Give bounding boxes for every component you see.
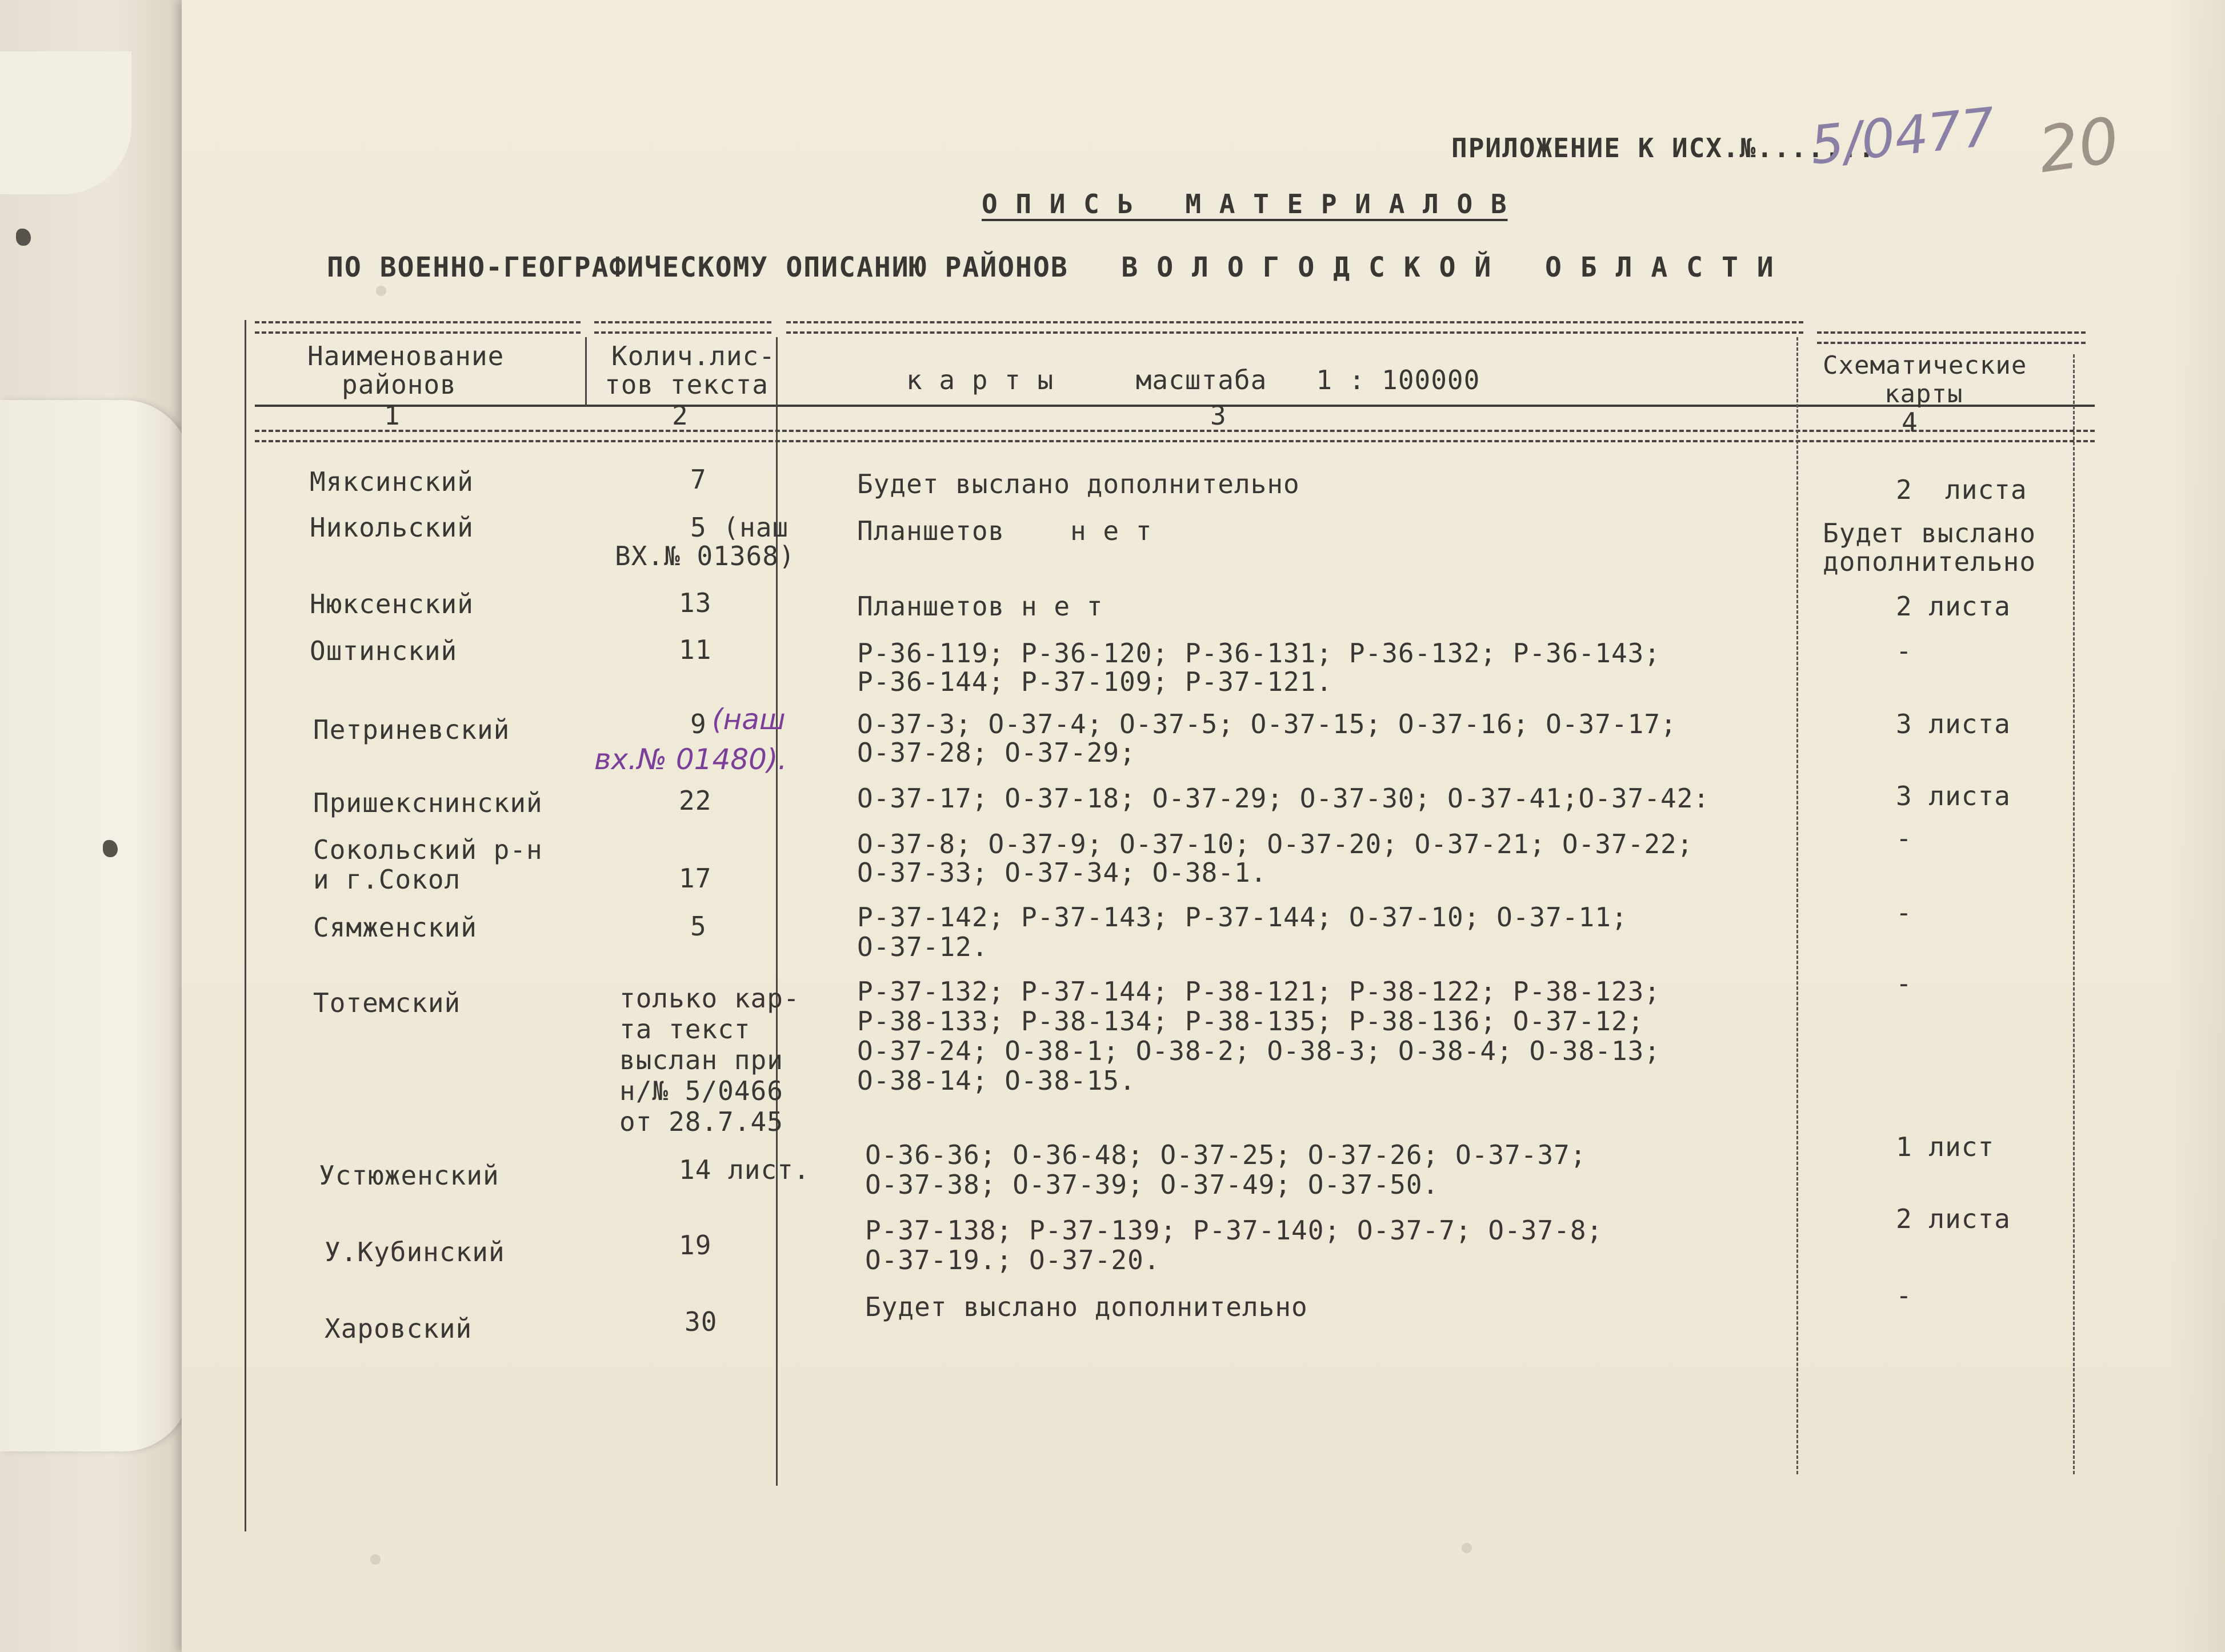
schematic-maps: - [1896,635,1912,666]
district-name: Петриневский [313,714,510,745]
text-sheets: 22 [679,785,712,816]
text-sheets: 30 [685,1306,718,1337]
column-divider [585,337,587,406]
page-shadow [2170,0,2225,1652]
district-name: У.Кубинский [325,1237,505,1267]
schematic-maps: 3 листа [1896,709,2011,739]
text-sheets: 5 (наш [690,512,789,543]
col2-header-line1: Колич.лис- [611,341,775,371]
map-sheets: Будет выслано дополнительно [865,1291,1308,1322]
district-name: Пришекснинский [313,787,543,818]
map-sheets: О-37-12. [857,931,989,962]
column-number-2: 2 [672,400,689,431]
district-name: Тотемский [313,987,461,1018]
text-sheets: та текст [619,1014,751,1045]
col4-header-line2: карты [1884,379,1963,409]
underlying-sheet-top [0,51,131,194]
map-sheets: О-38-14; О-38-15. [857,1065,1136,1096]
column-divider [776,337,778,1486]
map-sheets: Планшетов н е т [857,515,1152,546]
text-sheets: 19 [679,1230,712,1261]
column-number-4: 4 [1902,407,1918,438]
map-sheets: Р-36-144; Р-37-109; Р-37-121. [857,666,1333,697]
schematic-maps: - [1896,1280,1912,1311]
document-title: О П И С Ь М А Т Е Р И А Л О В [982,189,1508,219]
header-rule [1817,331,2086,344]
column-divider [2073,354,2075,1474]
column-divider [1796,337,1798,1474]
schematic-maps: - [1896,823,1912,854]
map-sheets: Р-37-142; Р-37-143; Р-37-144; О-37-10; О-37-11; [857,902,1628,933]
schematic-maps: Будет выслано [1823,518,2036,549]
text-sheets: н/№ 5/0466 [619,1075,783,1106]
map-sheets: О-37-17; О-37-18; О-37-29; О-37-30; О-37-41;О-37-42: [857,783,1710,814]
map-sheets: Р-38-133; Р-38-134; Р-38-135; Р-38-136; О-37-12; [857,1006,1644,1037]
column-number-3: 3 [1210,400,1227,431]
paper-speck [376,286,386,296]
document-page [182,0,2225,1652]
paper-speck [1462,1543,1472,1553]
map-sheets: О-36-36; О-36-48; О-37-25; О-37-26; О-37-37; [865,1139,1587,1170]
district-name: Устюженский [319,1160,499,1191]
column-number-rule [255,430,2095,442]
map-sheets: О-37-8; О-37-9; О-37-10; О-37-20; О-37-21; О-37-22; [857,829,1694,859]
col1-header-line1: Наименование [307,341,505,371]
district-name: и г.Сокол [313,864,461,895]
district-name: Никольский [310,512,474,543]
header-rule [786,321,1803,334]
col3-header: к а р т ы масштаба 1 : 100000 [906,365,1480,395]
map-sheets: Р-37-132; Р-37-144; Р-38-121; Р-38-122; Р-38-123; [857,976,1661,1007]
document-subtitle: ПО ВОЕННО-ГЕОГРАФИЧЕСКОМУ ОПИСАНИЮ РАЙОНОВ В О Л О Г О Д С К О Й О Б Л А С Т И [327,251,1775,283]
schematic-maps: 2 листа [1896,1203,2011,1234]
text-sheets: 7 [690,464,707,495]
col4-header-line1: Схематические [1823,351,2027,380]
map-sheets: О-37-28; О-37-29; [857,737,1136,768]
text-sheets: от 28.7.45 [619,1106,783,1137]
schematic-maps: 2 листа [1896,591,2011,622]
col2-header-line2: тов текста [605,369,769,400]
text-sheets: 13 [679,587,712,618]
table-left-border [245,320,246,1531]
map-sheets: О-37-38; О-37-39; О-37-49; О-37-50. [865,1169,1439,1200]
schematic-maps: 2 листа [1896,474,2027,505]
map-sheets: О-37-3; О-37-4; О-37-5; О-37-15; О-37-16; О-37-17; [857,709,1677,739]
map-sheets: О-37-19.; О-37-20. [865,1245,1160,1275]
header-divider [255,405,2095,407]
schematic-maps: 3 листа [1896,781,2011,811]
schematic-maps: - [1896,968,1912,999]
handwritten-incoming-ref: вх.№ 01480). [594,743,787,776]
district-name: Харовский [325,1313,473,1344]
binding-hole [103,840,118,857]
handwritten-incoming-ref: (наш [712,703,786,736]
text-sheets: 17 [679,863,712,894]
text-sheets: ВХ.№ 01368) [615,541,795,571]
text-sheets: только кар- [619,983,800,1014]
district-name: Нюксенский [310,589,474,619]
header-rule [255,321,581,334]
schematic-maps: дополнительно [1823,546,2036,577]
text-sheets: 11 [679,634,712,665]
page-number: 20 [2034,103,2124,187]
handwritten-outgoing-number: 5/0477 [1807,96,1998,177]
district-name: Мяксинский [310,466,474,497]
district-name: Сямженский [313,912,477,943]
header-rule [594,321,771,334]
paper-speck [370,1554,381,1565]
text-sheets: 9 [690,709,707,739]
appendix-line: ПРИЛОЖЕНИЕ К ИСХ.№....... [1451,133,1876,163]
text-sheets: выслан при [619,1045,783,1075]
underlying-sheet [0,400,191,1451]
map-sheets: О-37-24; О-38-1; О-38-2; О-38-3; О-38-4; О-38-13; [857,1035,1661,1066]
text-sheets: 5 [690,911,707,942]
map-sheets: Планшетов н е т [857,591,1103,622]
map-sheets: Будет выслано дополнительно [857,469,1300,499]
district-name: Оштинский [310,635,458,666]
map-sheets: Р-36-119; Р-36-120; Р-36-131; Р-36-132; Р-36-143; [857,638,1661,669]
binding-hole [16,229,31,246]
map-sheets: О-37-33; О-37-34; О-38-1. [857,857,1267,888]
map-sheets: Р-37-138; Р-37-139; Р-37-140; О-37-7; О-37-8; [865,1215,1603,1246]
schematic-maps: 1 лист [1896,1131,1995,1162]
col1-header-line2: районов [342,369,457,400]
district-name: Сокольский р-н [313,834,543,865]
text-sheets: 14 лист. [679,1154,810,1185]
schematic-maps: - [1896,897,1912,928]
column-number-1: 1 [384,400,401,431]
